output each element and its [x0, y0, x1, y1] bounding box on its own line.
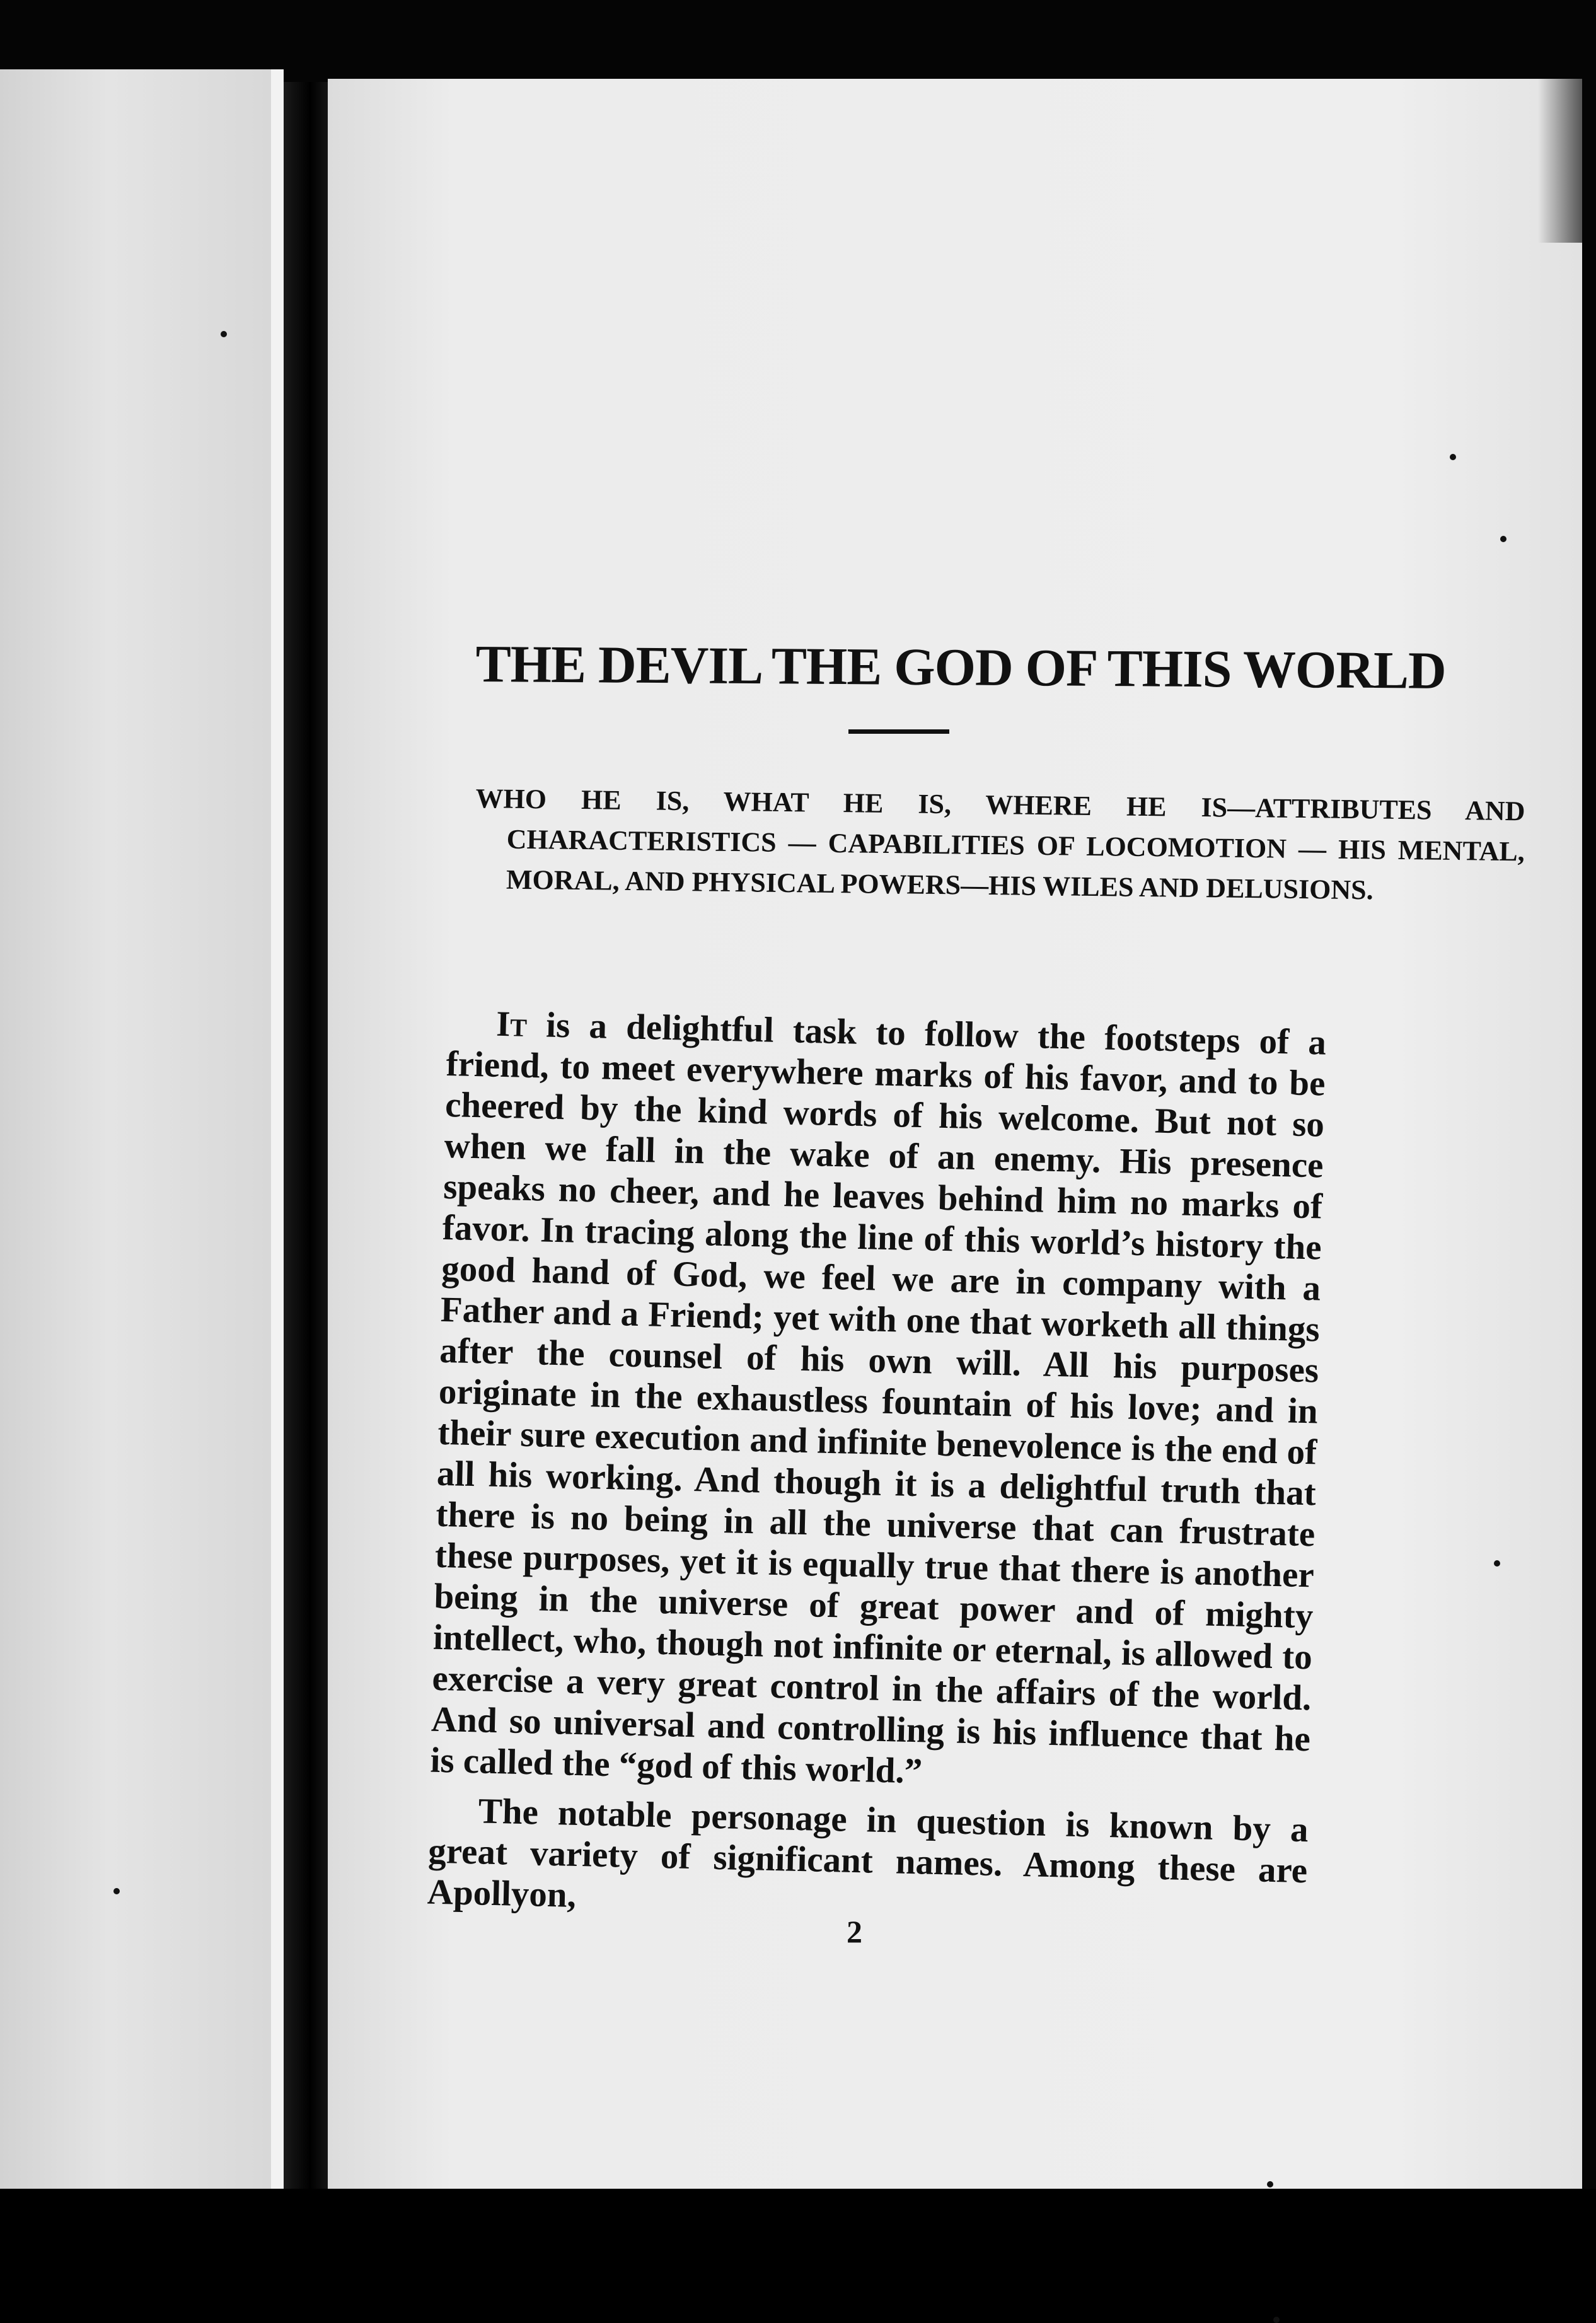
ink-speck	[1267, 2181, 1273, 2187]
ink-speck	[113, 1888, 120, 1894]
ink-speck	[1450, 454, 1456, 460]
page-title: THE DEVIL THE GOD OF THIS WORLD	[475, 634, 1446, 700]
ink-speck	[221, 331, 227, 337]
spine-shadow	[284, 82, 328, 2189]
paragraph: The notable personage in question is known by a great variety of significant names. Among these are Apollyon,	[427, 1791, 1309, 1915]
page-number: 2	[847, 1914, 862, 1949]
book-page	[328, 79, 1582, 2189]
chapter-summary: WHO HE IS, WHAT HE IS, WHERE HE IS—ATTRIBUTES AND CHARACTERISTICS — CAPABILITIES OF LOCOMOTION — HIS MENTAL, MORAL, AND PHYSICAL POWERS—HIS WILES AND DELUSIONS.	[475, 782, 1525, 906]
body-text	[427, 1002, 1326, 1932]
ink-speck	[1500, 536, 1506, 542]
page-corner-shadow	[1538, 79, 1582, 243]
ink-speck	[1273, 2317, 1280, 2323]
left-page-edge	[0, 69, 271, 2189]
paragraph-dropcap: It	[495, 1004, 528, 1045]
paragraph-text: is a delightful task to follow the footsteps of a friend, to meet everywhere marks of his favor, and to be cheered by the kind words of his welcome. But not so when we fall in the wake of an enemy. His presence speaks no cheer, and he leaves behind him no marks of favor. In tracing along the line of this world’s history the good hand of God, we feel we are in company with a Father and a Friend; yet with one that worketh all things after the counsel of his own will. All his purposes originate in the exhaustless fountain of his love; and in their sure execution and infinite benevolence is the end of all his working. And though it is a delightful truth that there is no being in all the universe that can frustrate these purposes, yet it is equally true that there is another being in the universe of great power and of mighty intellect, who, though not infinite or eternal, is allowed to exercise a very great control in the affairs of the world. And so universal and controlling is his influence that he is called the “god of this world.”	[430, 1004, 1327, 1792]
page-gutter	[271, 69, 284, 2189]
paragraph	[430, 1002, 1327, 1800]
title-rule-divider	[848, 729, 949, 734]
ink-speck	[1494, 1560, 1500, 1567]
